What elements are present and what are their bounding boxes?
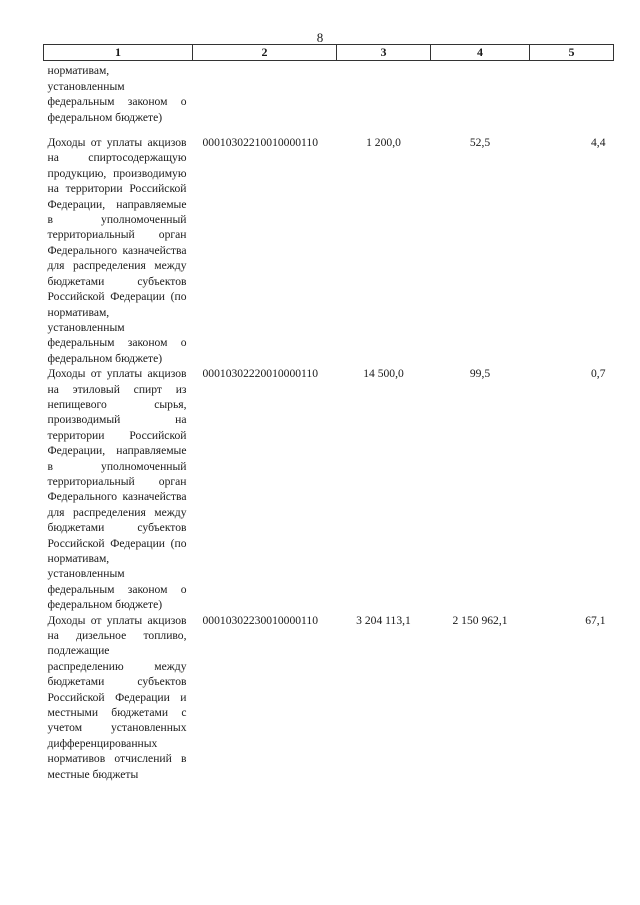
row-value-3 (337, 61, 431, 125)
table-row (44, 366, 614, 613)
row-value-4 (431, 61, 530, 125)
table-row (44, 613, 614, 782)
row-value-3: 3 204 113,1 (356, 613, 411, 627)
row-value-4: 2 150 962,1 (452, 613, 508, 627)
page-number: 8 (316, 30, 324, 45)
row-value-5 (530, 61, 614, 125)
row-value-4: 99,5 (469, 367, 491, 381)
row-code: 00010302210010000110 (202, 136, 319, 150)
column-header-5: 5 (530, 45, 614, 61)
row-code: 00010302230010000110 (202, 613, 319, 627)
column-header-2: 2 (193, 45, 337, 61)
row-description: Доходы от уплаты акцизов на спиртосодержащую продукцию, производимую на территории Российской Федерации, направляемые в уполномоченный территориальный орган Федерального казначейства для распределения между бюджетами субъектов Российской Федерации (по нормативам, установленным федеральным законом о федеральном бюджете) (47, 136, 187, 365)
row-value-3: 14 500,0 (363, 367, 404, 381)
revenue-table (43, 44, 614, 782)
table-row (44, 61, 614, 125)
column-header-1: 1 (44, 45, 193, 61)
row-value-5: 4,4 (591, 136, 606, 150)
column-header-3: 3 (337, 45, 431, 61)
table-row (44, 125, 614, 366)
row-description: нормативам, установленным федеральным законом о федеральном бюджете) (47, 64, 187, 124)
row-value-5: 0,7 (591, 367, 606, 381)
row-code (193, 61, 337, 125)
table-header-row (44, 45, 614, 61)
row-value-4: 52,5 (469, 136, 491, 150)
row-code: 00010302220010000110 (202, 367, 319, 381)
row-value-3: 1 200,0 (366, 136, 401, 150)
row-description: Доходы от уплаты акцизов на дизельное топливо, подлежащие распределению между бюджетами субъектов Российской Федерации и местными бюджетами с учетом установленных дифференцированных нормативов отчислений в местные бюджеты (47, 613, 187, 781)
row-value-5: 67,1 (585, 613, 606, 627)
row-description: Доходы от уплаты акцизов на этиловый спирт из непищевого сырья, производимый на территории Российской Федерации, направляемые в уполномоченный территориальный орган Федерального казначейства для распределения между бюджетами субъектов Российской Федерации (по нормативам, установленным федеральным законом о федеральном бюджете) (47, 367, 187, 612)
column-header-4: 4 (431, 45, 530, 61)
